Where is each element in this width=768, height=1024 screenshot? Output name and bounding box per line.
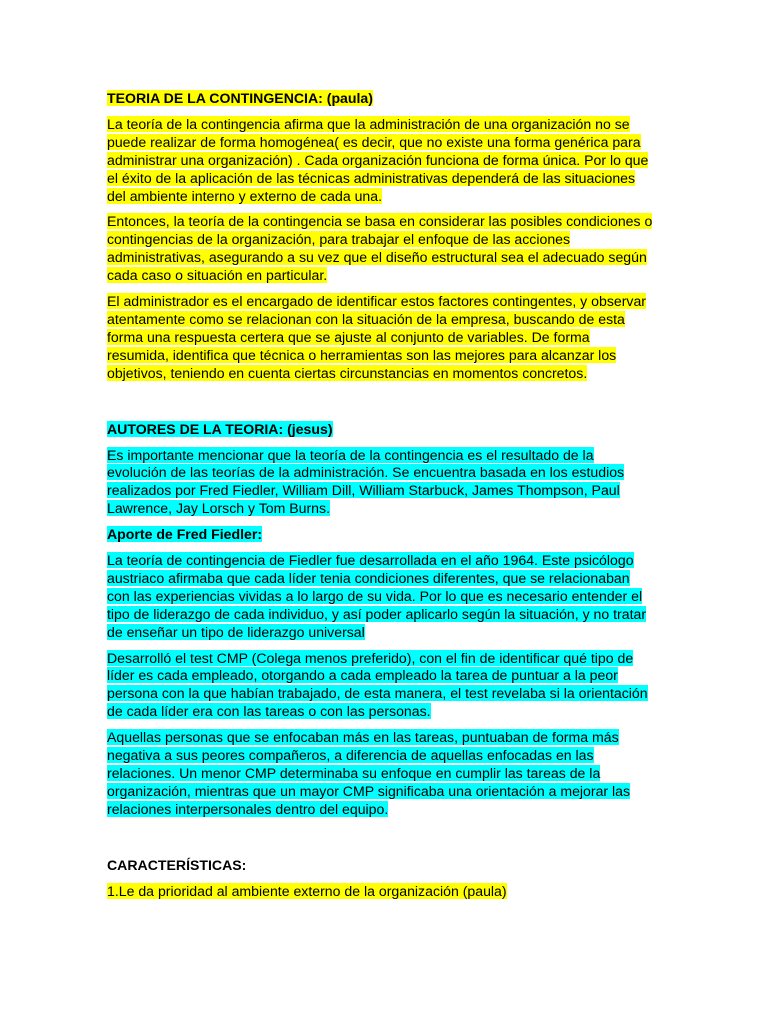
section-heading-autores: [107, 421, 655, 439]
section-heading-caracteristicas: [107, 857, 655, 875]
heading-text: CARACTERÍSTICAS:: [107, 856, 247, 873]
paragraph-text: Entonces, la teoría de la contingencia se basa en considerar las posibles condiciones o contingencias de la organización, para trabajar el enfoque de las acciones administrativas, asegurando a su vez que el diseño estructural sea el adecuado según cada caso o situación en particular.: [107, 213, 653, 284]
paragraph-personas-tareas: [107, 729, 655, 819]
paragraph-text: El administrador es el encargado de identificar estos factores contingentes, y observar atentamente como se relacionan con la situación de la empresa, buscando de esta forma una respuesta certera que se ajuste al conjunto de variables. De forma resumida, identifica que técnica o herramientas son las mejores para alcanzar los objetivos, teniendo en cuenta ciertas circunstancias en momentos concretos.: [107, 293, 646, 381]
paragraph-fiedler-1964: [107, 552, 655, 642]
list-item-caracteristica-1: [107, 883, 655, 901]
paragraph-text: Aquellas personas que se enfocaban más en las tareas, puntuaban de forma más negativa a sus peores compañeros, a diferencia de aquellas enfocadas en las relaciones. Un menor CMP determinaba su enfoque en cumplir las tareas de la organización, mientras que un mayor CMP significaba una orientación a mejorar las relaciones interpersonales dentro del equipo.: [107, 729, 631, 817]
heading-text: AUTORES DE LA TEORIA: (jesus): [107, 420, 333, 437]
subheading-text: Aporte de Fred Fiedler:: [107, 526, 263, 543]
section-heading-teoria: [107, 90, 655, 108]
paragraph-text: La teoría de la contingencia afirma que la administración de una organización no se puede realizar de forma homogénea( es decir, que no existe una forma genérica para administrar una organización) . Cada organización funciona de forma única. Por lo que el éxito de la aplicación de las técnicas administrativas dependerá de las situaciones del ambiente interno y externo de cada una.: [107, 115, 649, 204]
paragraph-definicion: [107, 116, 655, 206]
paragraph-text: Desarrolló el test CMP (Colega menos preferido), con el fin de identificar qué tipo de líder es cada empleado, otorgando a cada empleado la tarea de puntuar a la peor persona con la que habían trabajado, de esta manera, el test revelaba si la orientación de cada líder era con las tareas o con las personas.: [107, 649, 648, 720]
paragraph-text: Es importante mencionar que la teoría de la contingencia es el resultado de la evolución de las teorías de la administración. Se encuentra basada en los estudios realizados por Fred Fiedler, William Dill, William Starbuck, James Thompson, Paul Lawrence, Jay Lorsch y Tom Burns.: [107, 446, 625, 517]
paragraph-autores-intro: [107, 447, 655, 519]
paragraph-administrador: [107, 293, 655, 383]
paragraph-text: La teoría de contingencia de Fiedler fue desarrollada en el año 1964. Este psicólogo austriaco afirmaba que cada líder tenia condiciones diferentes, que se relacionaban con las experiencias vividas a lo largo de su vida. Por lo que es necesario entender el tipo de liderazgo de cada individuo, y así poder aplicarlo según la situación, y no tratar de enseñar un tipo de liderazgo universal: [107, 552, 647, 640]
list-item-text: 1.Le da prioridad al ambiente externo de la organización (paula): [107, 882, 507, 899]
paragraph-test-cmp: [107, 650, 655, 722]
paragraph-entonces: [107, 213, 655, 285]
document-body: [107, 90, 655, 901]
subheading-fiedler: [107, 526, 655, 544]
heading-text: TEORIA DE LA CONTINGENCIA: (paula): [107, 90, 373, 106]
